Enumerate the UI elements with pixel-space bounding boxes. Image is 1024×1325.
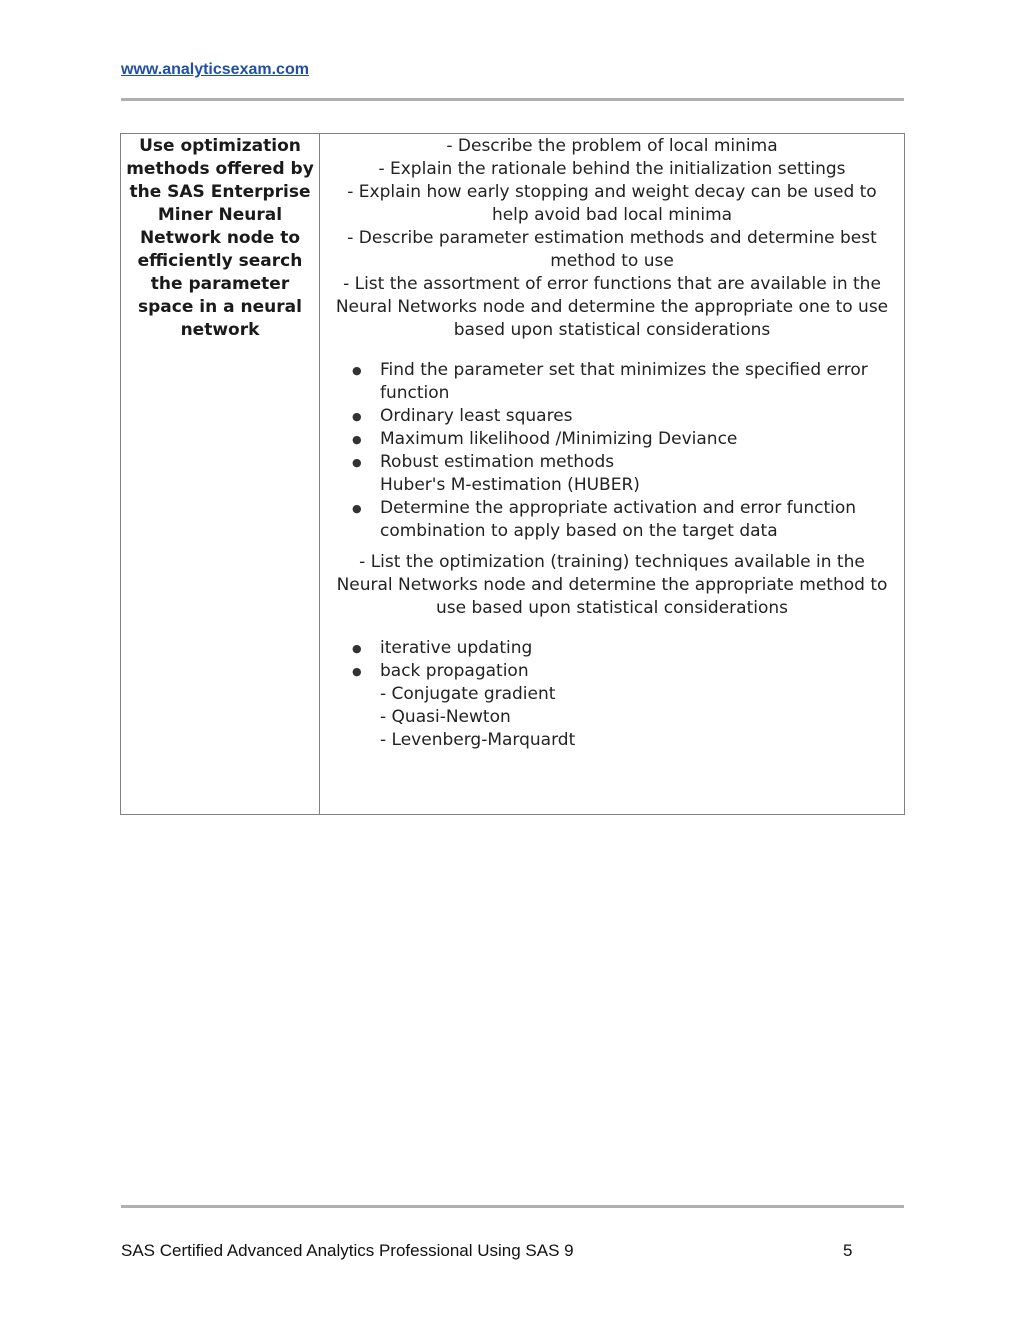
bullet-icon: ●: [352, 364, 362, 377]
optimization-line: use based upon statistical considerations: [435, 598, 788, 618]
sub-item: - Levenberg-Marquardt: [380, 730, 576, 750]
list-item: [320, 660, 904, 683]
bullet-icon: ●: [352, 642, 362, 655]
list-item-text: combination to apply based on the target data: [380, 521, 778, 541]
intro-line: - Explain how early stopping and weight decay can be used to: [347, 182, 877, 202]
bullet-icon: ●: [352, 410, 362, 423]
objective-details-cell: [320, 134, 904, 814]
list-item-text: Robust estimation methods: [380, 452, 615, 472]
objective-heading-line: the SAS Enterprise: [129, 182, 311, 202]
list-item-text: Ordinary least squares: [380, 406, 573, 426]
technique-sub-items: [320, 683, 904, 752]
error-function-list: [320, 359, 904, 543]
list-item: [320, 428, 904, 451]
page-number: 5: [843, 1241, 853, 1260]
list-item-text: iterative updating: [380, 638, 533, 658]
bullet-icon: ●: [352, 502, 362, 515]
optimization-paragraph: [320, 551, 904, 620]
list-item: [320, 451, 904, 497]
technique-list: [320, 637, 904, 683]
intro-line: based upon statistical considerations: [453, 320, 771, 340]
header-divider: [121, 98, 904, 101]
objective-heading-cell: [121, 134, 320, 814]
list-item-text: Find the parameter set that minimizes the specified error: [380, 360, 868, 380]
bullet-icon: ●: [352, 665, 362, 678]
intro-line: - Explain the rationale behind the initialization settings: [378, 159, 846, 179]
bullet-icon: ●: [352, 433, 362, 446]
list-item-text: function: [380, 383, 450, 403]
objectives-table: [120, 133, 905, 815]
objective-heading-line: space in a neural: [138, 297, 302, 317]
sub-item: - Quasi-Newton: [380, 707, 511, 727]
list-item: [320, 405, 904, 428]
intro-line: - List the assortment of error functions that are available in the: [343, 274, 881, 294]
intro-line: Neural Networks node and determine the appropriate one to use: [335, 297, 889, 317]
intro-line: help avoid bad local minima: [491, 205, 733, 225]
intro-paragraph: [320, 135, 904, 342]
optimization-line: Neural Networks node and determine the appropriate method to: [336, 575, 888, 595]
site-link[interactable]: www.analyticsexam.com: [121, 61, 309, 78]
objective-heading-line: methods offered by: [126, 159, 314, 179]
objective-heading-line: efficiently search: [137, 251, 303, 271]
sub-item: - Conjugate gradient: [380, 684, 556, 704]
list-item-text: back propagation: [380, 661, 529, 681]
list-item: [320, 497, 904, 543]
intro-line: - Describe parameter estimation methods and determine best: [347, 228, 877, 248]
objective-heading-line: the parameter: [150, 274, 290, 294]
intro-line: - Describe the problem of local minima: [446, 136, 778, 156]
intro-line: method to use: [550, 251, 674, 271]
footer-divider: [121, 1205, 904, 1208]
list-item-text: Maximum likelihood /Minimizing Deviance: [380, 429, 738, 449]
objective-heading-line: Use optimization: [139, 136, 301, 156]
list-item: [320, 359, 904, 405]
objective-heading-line: Miner Neural: [157, 205, 283, 225]
footer-title: SAS Certified Advanced Analytics Professional Using SAS 9: [121, 1241, 574, 1260]
list-item: [320, 637, 904, 660]
optimization-line: - List the optimization (training) techniques available in the: [359, 552, 865, 572]
objective-heading-line: Network node to: [139, 228, 301, 248]
list-item-text: Determine the appropriate activation and error function: [380, 498, 857, 518]
list-item-text: Huber's M-estimation (HUBER): [380, 475, 640, 495]
bullet-icon: ●: [352, 456, 362, 469]
objective-heading-line: network: [180, 320, 260, 340]
